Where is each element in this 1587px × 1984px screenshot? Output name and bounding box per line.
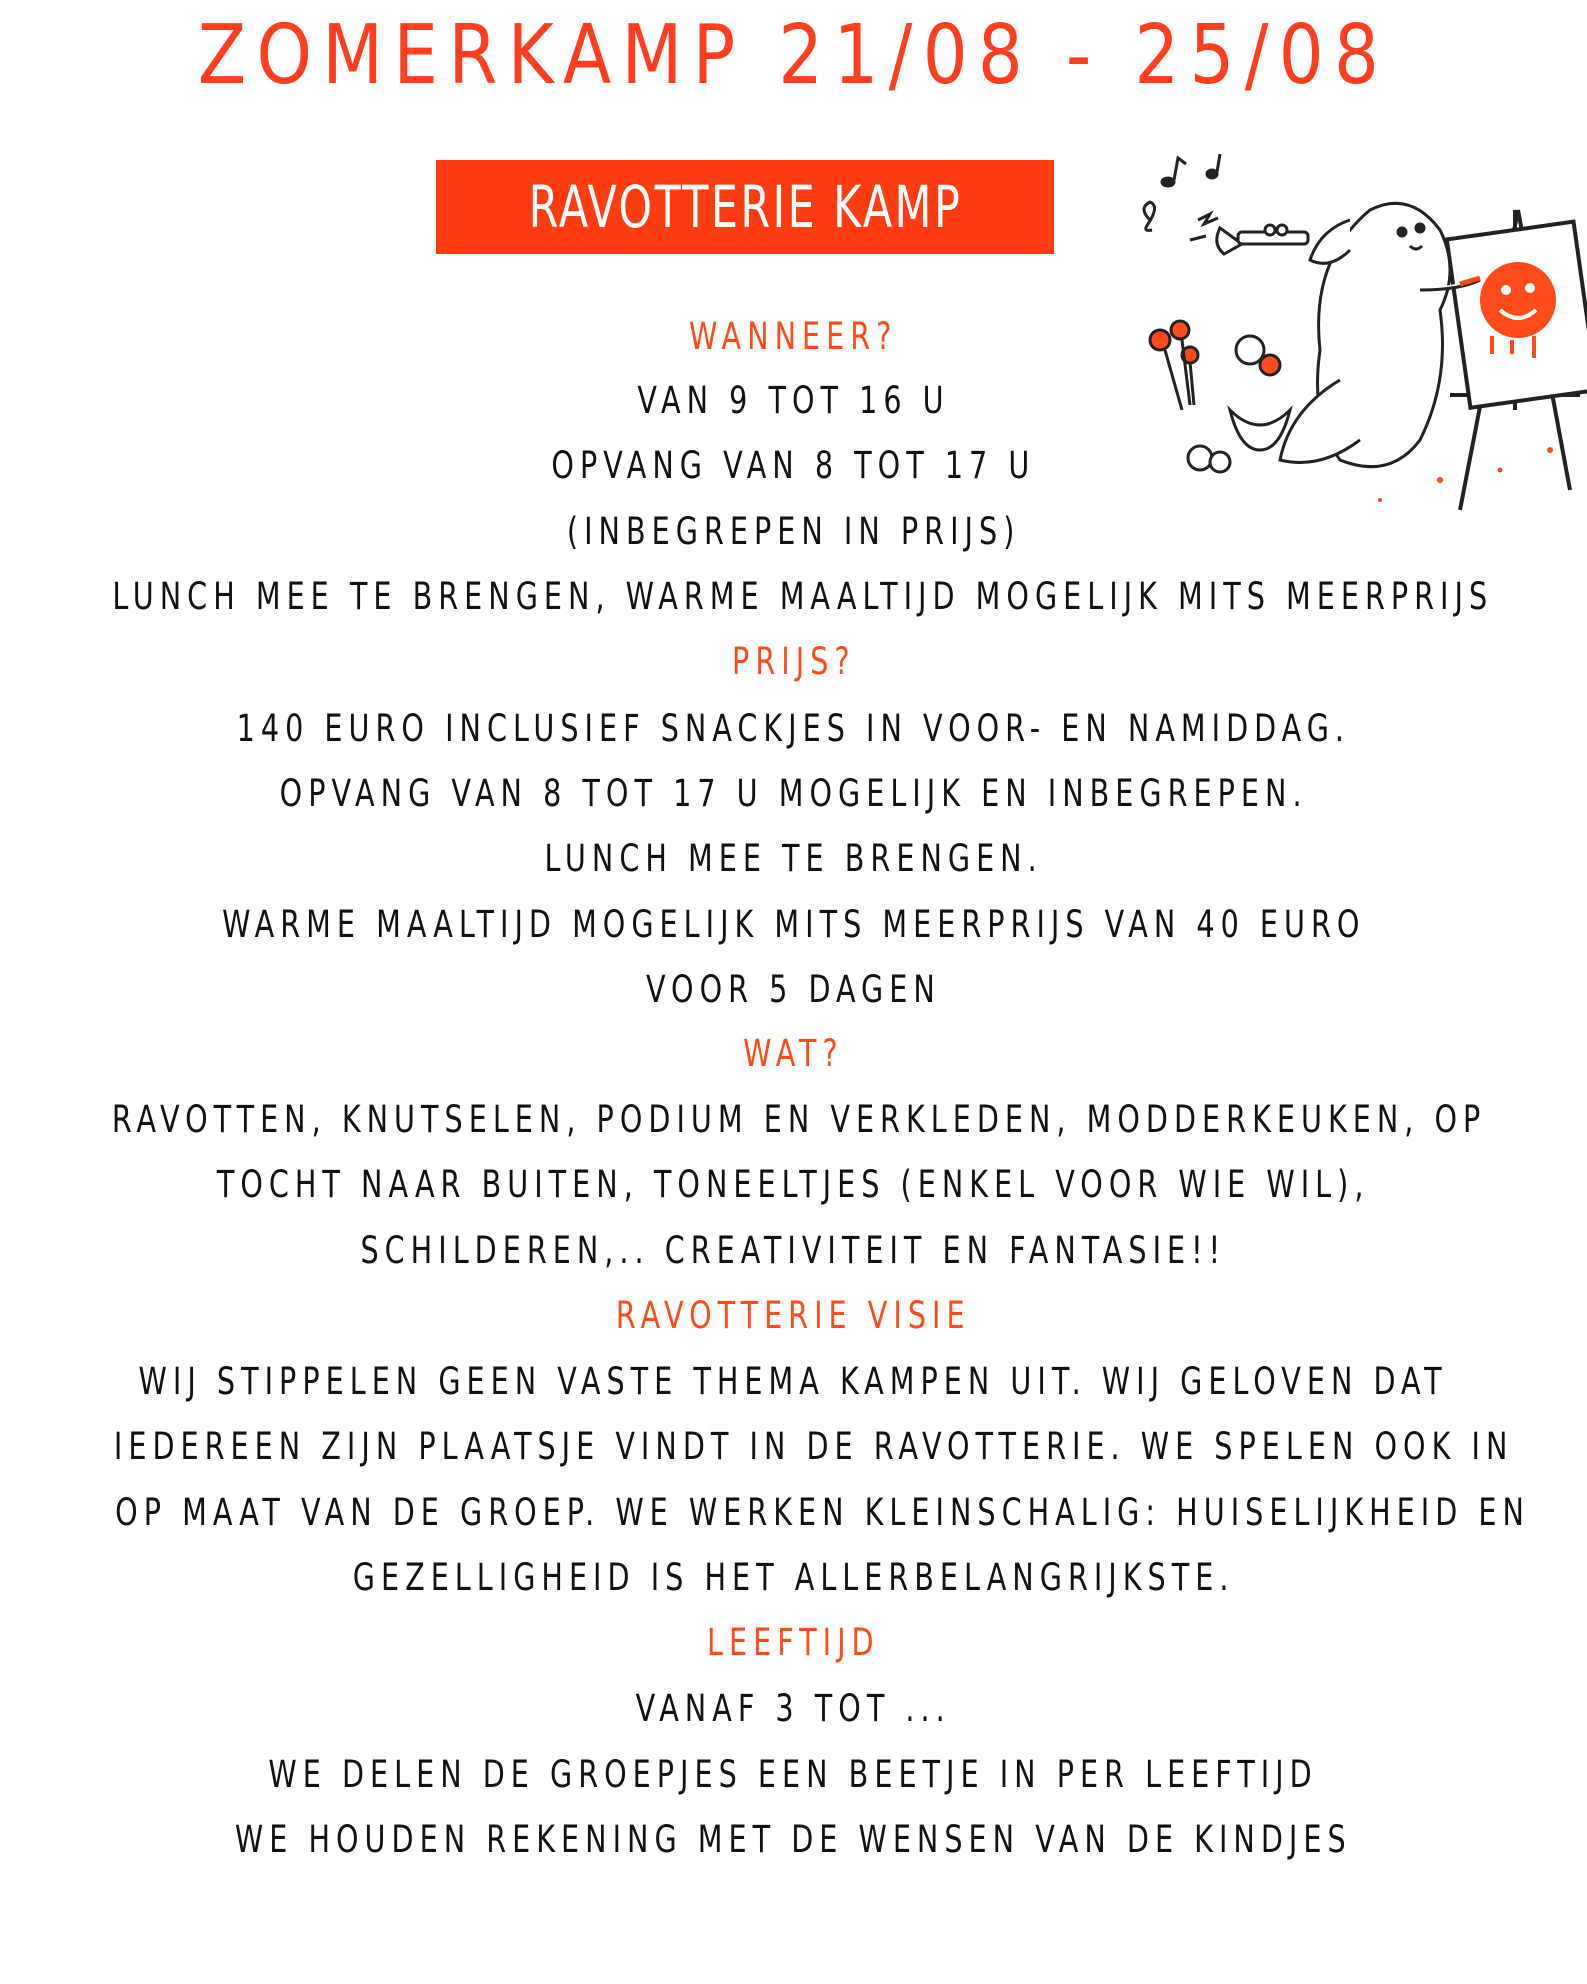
wanneer-line: (INBEGREPEN IN PRIJS) [566, 510, 1021, 553]
leeftijd-line: WE HOUDEN REKENING MET DE WENSEN VAN DE KINDJES [235, 1818, 1352, 1861]
wat-line: RAVOTTEN, KNUTSELEN, PODIUM EN VERKLEDEN, MODDERKEUKEN, OP [111, 1098, 1487, 1141]
leeftijd-line: WE DELEN DE GROEPJES EEN BEETJE IN PER LEEFTIJD [268, 1753, 1319, 1796]
section-heading-wanneer: WANNEER? [689, 315, 898, 358]
prijs-line: OPVANG VAN 8 TOT 17 U MOGELIJK EN INBEGREPEN. [279, 772, 1308, 815]
prijs-line: WARME MAALTIJD MOGELIJK MITS MEERPRIJS VAN 40 EURO [221, 903, 1366, 946]
wat-line: TOCHT NAAR BUITEN, TONEELTJES (ENKEL VOOR WIE WIL), [217, 1163, 1370, 1206]
prijs-line: VOOR 5 DAGEN [646, 968, 941, 1011]
prijs-line: LUNCH MEE TE BRENGEN. [544, 837, 1043, 880]
page-title: ZOMERKAMP 21/08 - 25/08 [197, 8, 1390, 103]
wanneer-line: OPVANG VAN 8 TOT 17 U [551, 444, 1036, 487]
banner-label: RAVOTTERIE KAMP [528, 173, 962, 241]
trumpet-icon [1217, 225, 1308, 254]
section-heading-wat: WAT? [743, 1032, 844, 1075]
visie-line: WIJ STIPPELEN GEEN VASTE THEMA KAMPEN UIT. WIJ GELOVEN DAT [138, 1360, 1449, 1403]
prijs-line: 140 EURO INCLUSIEF SNACKJES IN VOOR- EN NAMIDDAG. [236, 707, 1351, 750]
section-heading-leeftijd: LEEFTIJD [707, 1621, 880, 1664]
wanneer-line: VAN 9 TOT 16 U [637, 379, 950, 422]
camp-banner [436, 160, 1054, 254]
wanneer-line: LUNCH MEE TE BRENGEN, WARME MAALTIJD MOGELIJK MITS MEERPRIJS [112, 575, 1494, 618]
visie-line: GEZELLIGHEID IS HET ALLERBELANGRIJKSTE. [352, 1556, 1235, 1599]
wat-line: SCHILDEREN,.. CREATIVITEIT EN FANTASIE!! [360, 1229, 1227, 1272]
section-heading-prijs: PRIJS? [731, 640, 856, 683]
section-heading-visie: RAVOTTERIE VISIE [616, 1294, 971, 1337]
visie-line: OP MAAT VAN DE GROEP. WE WERKEN KLEINSCHALIG: HUISELIJKHEID EN [115, 1491, 1530, 1534]
leeftijd-line: VANAF 3 TOT ... [635, 1687, 952, 1730]
visie-line: IEDEREEN ZIJN PLAATSJE VINDT IN DE RAVOTTERIE. WE SPELEN OOK IN [113, 1425, 1514, 1468]
music-notes-icon [1144, 154, 1220, 240]
